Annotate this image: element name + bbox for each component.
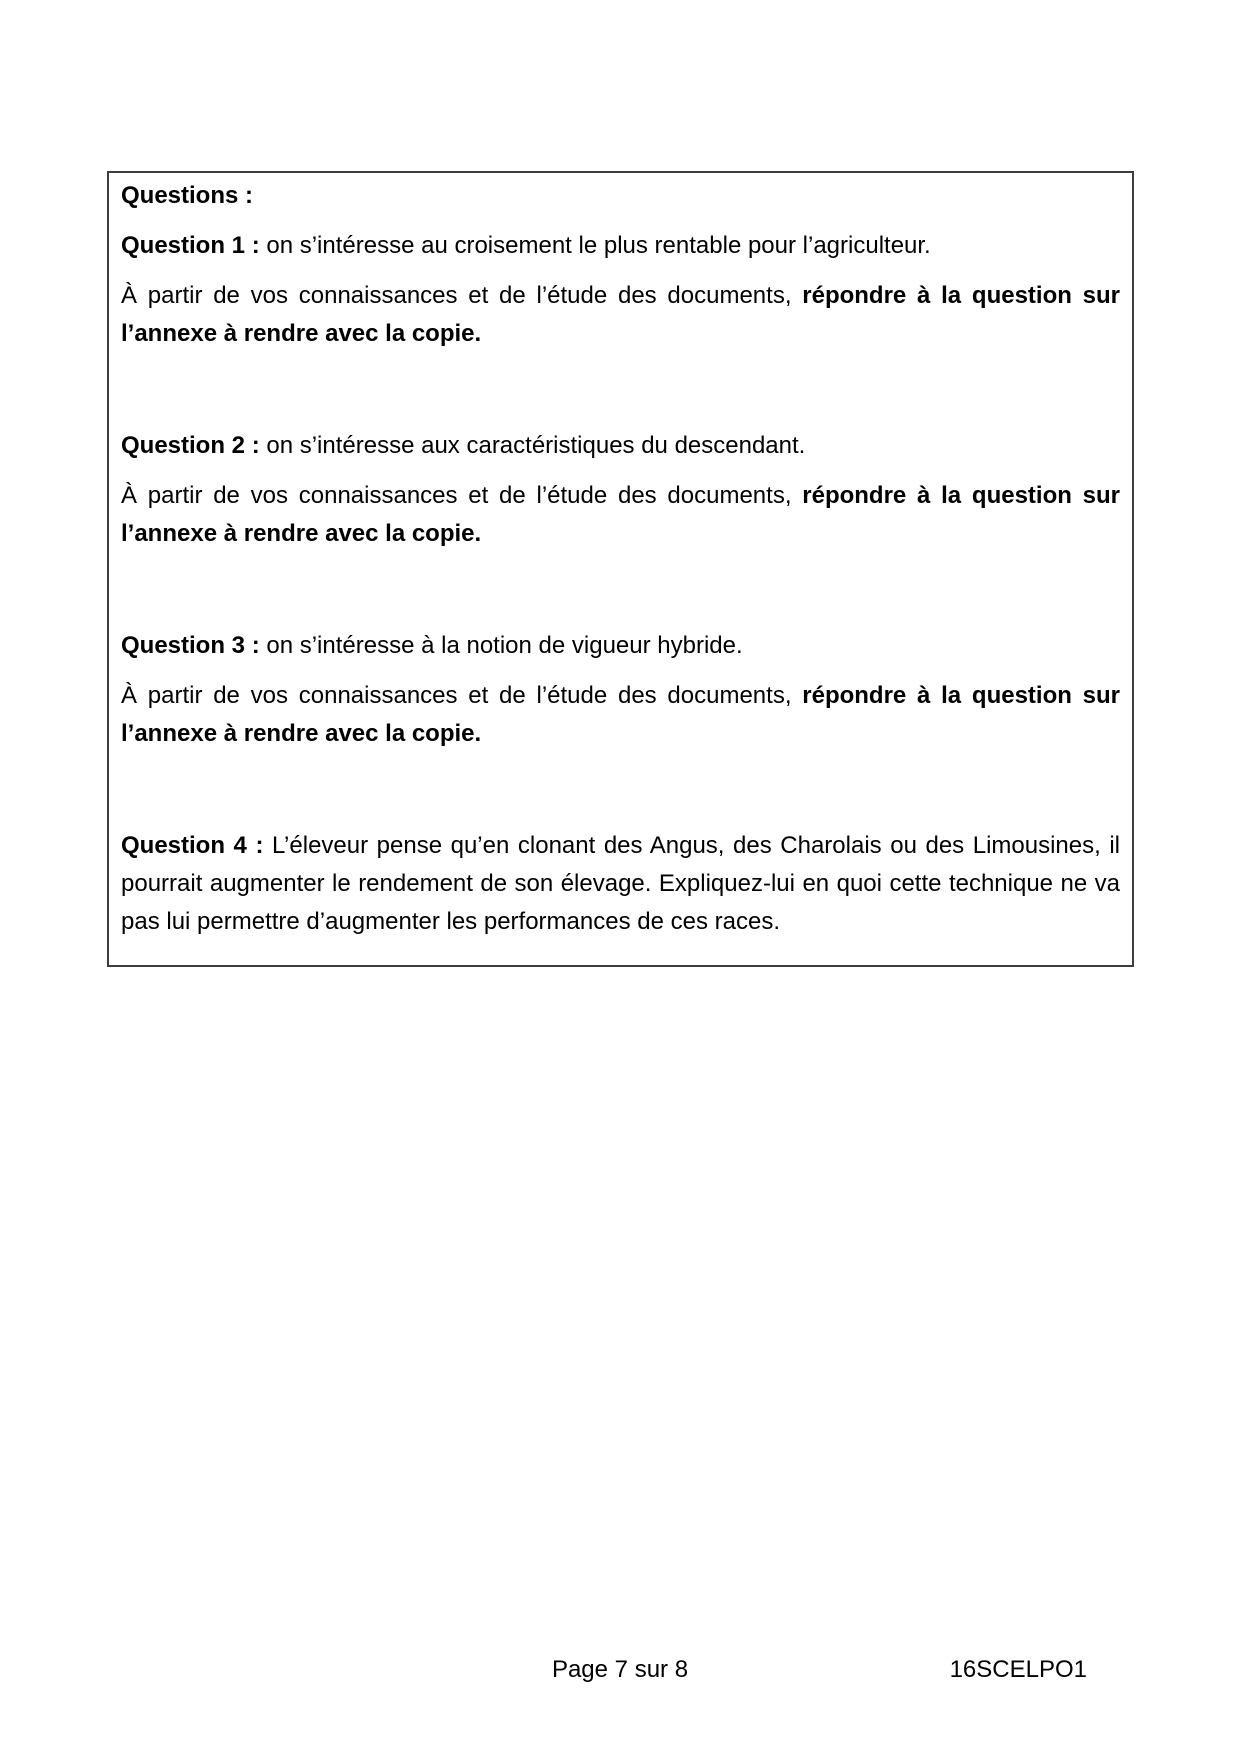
question-1-text: on s’intéresse au croisement le plus rentable pour l’agriculteur. (266, 232, 931, 259)
question-1-intro (121, 227, 1120, 265)
question-2-instruction (121, 477, 1120, 553)
question-1-block (121, 227, 1120, 353)
question-4-block (121, 827, 1120, 941)
question-2-label: Question 2 : (121, 432, 260, 459)
questions-box (107, 171, 1134, 967)
question-2-intro (121, 427, 1120, 465)
question-2-instruction-bold: répondre à la question sur l’annexe à rendre avec la copie. (121, 482, 1121, 547)
page-number-label: Page 7 sur 8 (551, 1656, 689, 1683)
question-3-instruction-regular: À partir de vos connaissances et de l’étude des documents, (121, 682, 792, 709)
question-2-text: on s’intéresse aux caractéristiques du descendant. (266, 432, 806, 459)
question-3-text: on s’intéresse à la notion de vigueur hybride. (266, 632, 743, 659)
page-footer (0, 1651, 1240, 1689)
question-3-instruction-bold: répondre à la question sur l’annexe à rendre avec la copie. (121, 682, 1121, 747)
question-4-text: L’éleveur pense qu’en clonant des Angus, des Charolais ou des Limousines, il pourrait augmenter le rendement de son élevage. Expliquez-lui en quoi cette technique ne va pas lui permettre d’augmenter les performances de ces races. (121, 832, 1121, 935)
question-2-instruction-regular: À partir de vos connaissances et de l’étude des documents, (121, 482, 792, 509)
question-2-block (121, 427, 1120, 553)
question-1-instruction-regular: À partir de vos connaissances et de l’étude des documents, (121, 282, 792, 309)
question-3-label: Question 3 : (121, 632, 260, 659)
question-1-instruction-bold: répondre à la question sur l’annexe à rendre avec la copie. (121, 282, 1121, 347)
question-1-instruction (121, 277, 1120, 353)
question-3-instruction (121, 677, 1120, 753)
question-3-intro (121, 627, 1120, 665)
question-3-block (121, 627, 1120, 753)
questions-box-title: Questions : (121, 182, 254, 209)
question-1-label: Question 1 : (121, 232, 260, 259)
question-4-label: Question 4 : (121, 832, 264, 859)
question-4-text-paragraph (121, 827, 1120, 941)
document-code-label: 16SCELPO1 (949, 1656, 1087, 1683)
